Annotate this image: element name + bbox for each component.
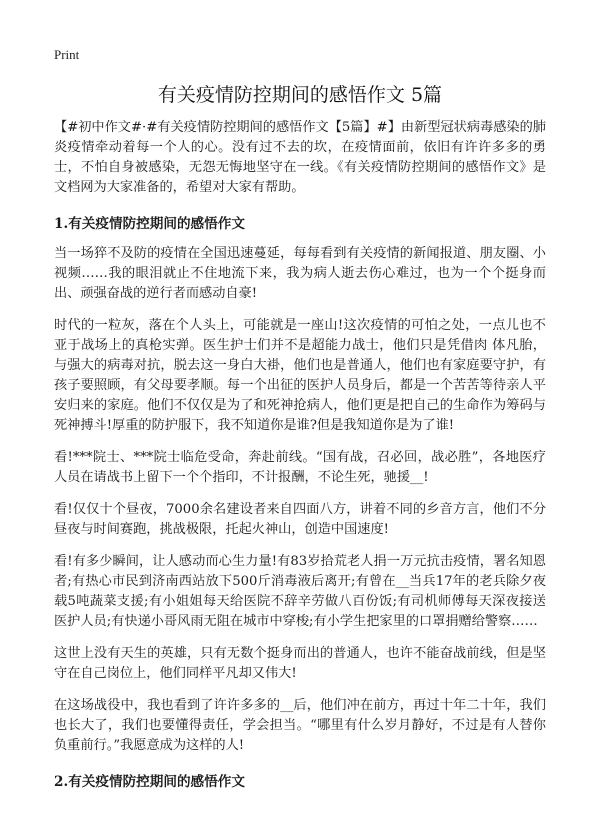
body-paragraph: 看!有多少瞬间，让人感动而心生力量!有83岁拾荒老人捐一万元抗击疫情，署名知恩者;有热心市民到济南西站放下500斤消毒液后离开;有曾在__当兵17年的老兵除夕夜载5吨蔬菜支援;有小姐姐每天给医院不辞辛劳做八百份饭;有司机师傅每天深夜接送医护人员;有快递小哥风雨无阻在城市中穿梭;有小学生把家里的口罩捐赠给警察…… xyxy=(54,554,546,629)
body-paragraph: 看!仅仅十个昼夜，7000余名建设者来自四面八方，讲着不同的乡音方言，他们不分昼夜与时间赛跑，挑战极限，托起火神山，创造中国速度! xyxy=(54,502,546,537)
intro-paragraph: 【#初中作文#·#有关疫情防控期间的感悟作文【5篇】#】由新型冠状病毒感染的肺炎疫情牵动着每一个人的心。没有过不去的坎，在疫情面前，依旧有许许多多的勇士，不怕自身被感染，无怨无悔地坚守在一线。《有关疫情防控期间的感悟作文》是文档网为大家准备的，希望对大家有帮助。 xyxy=(54,120,546,195)
body-paragraph: 看!***院士、***院士临危受命，奔赴前线。“国有战，召必回，战必胜”，各地医疗人员在请战书上留下一个个指印，不计报酬，不论生死，驰援__! xyxy=(54,450,546,485)
body-paragraph: 在这场战役中，我也看到了许许多多的__后，他们冲在前方，再过十年二十年，我们也长大了，我们也要懂得责任，学会担当。“哪里有什么岁月静好，不过是有人替你负重前行。”我愿意成为这样的人! xyxy=(54,698,546,753)
section-heading: 2.有关疫情防控期间的感悟作文 xyxy=(54,774,245,790)
print-link[interactable]: Print xyxy=(54,47,80,62)
body-paragraph: 这世上没有天生的英雄，只有无数个挺身而出的普通人，也许不能奋战前线，但是坚守在自己岗位上，他们同样平凡却又伟大! xyxy=(54,646,546,681)
document-body xyxy=(54,118,546,802)
document-title: 有关疫情防控期间的感悟作文 5篇 xyxy=(157,84,443,106)
body-paragraph: 当一场猝不及防的疫情在全国迅速蔓延，每每看到有关疫情的新闻报道、朋友圈、小视频……我的眼泪就止不住地流下来，我为病人逝去伤心难过，也为一个个挺身而出、顽强奋战的逆行者而感动自豪! xyxy=(54,246,546,301)
body-paragraph: 时代的一粒灰，落在个人头上，可能就是一座山!这次疫情的可怕之处，一点儿也不亚于战场上的真枪实弹。医生护士们并不是超能力战士，他们只是凭借肉 体凡胎，与强大的病毒对抗，脱去这一身白大褂，他们也是普通人，他们也有家庭要守护，有孩子要照顾，有父母要孝顺。每一个出征的医护人员身后，都是一个苦苦等待亲人平安归来的家庭。他们不仅仅是为了和死神抢病人，他们更是把自己的生命作为筹码与死神搏斗!厚重的防护服下，我不知道你是谁?但是我知道你是为了谁! xyxy=(54,318,546,433)
section-heading: 1.有关疫情防控期间的感悟作文 xyxy=(54,216,245,232)
